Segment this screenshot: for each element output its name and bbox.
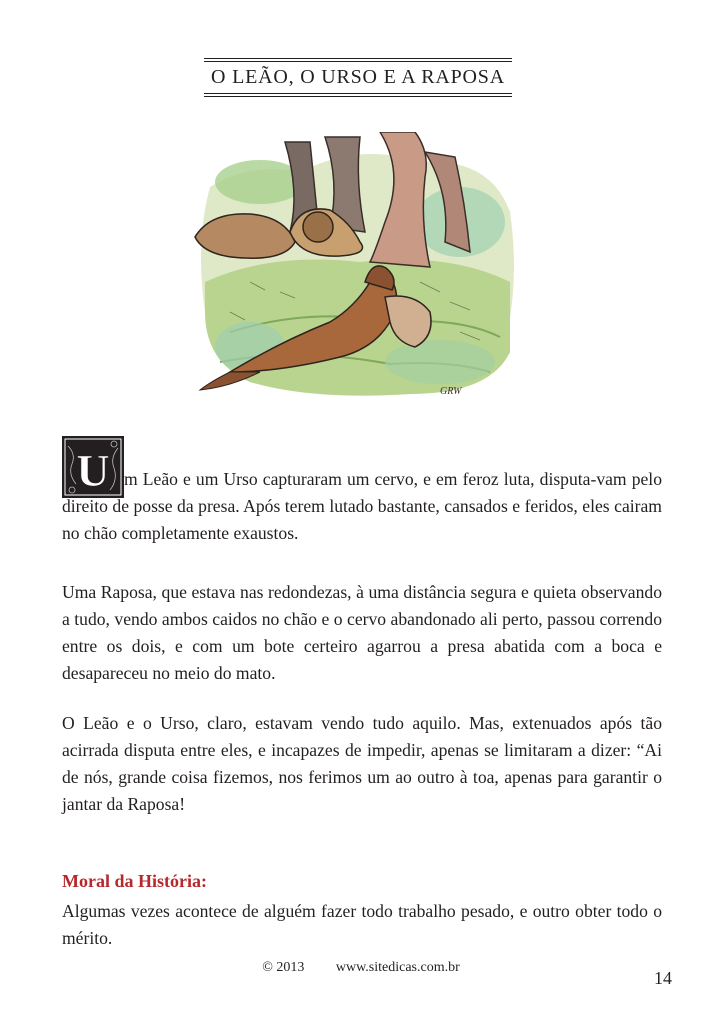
title-rule-bottom-thin — [204, 96, 512, 97]
footer — [0, 960, 722, 976]
moral-title: Moral da História: — [62, 871, 207, 891]
footer-copyright: © 2013 — [262, 960, 305, 975]
title-rule-bottom — [204, 93, 512, 94]
page-title: O LEÃO, O URSO E A RAPOSA — [211, 66, 505, 88]
paragraph-3: O Leão e o Urso, claro, estavam vendo tudo aquilo. Mas, extenuados após tão acirrada disputa entre eles, e incapazes de impedir, apenas se limitaram a dizer: “Ai de nós, grande coisa fizemos, nos ferimos um ao outro à toa, apenas para garantir o jantar da Raposa! — [62, 713, 662, 814]
footer-site: www.sitedicas.com.br — [335, 960, 460, 975]
title-rule-top — [204, 58, 512, 59]
page-number: 14 — [654, 968, 672, 988]
lion-bear-fox-illustration — [190, 132, 520, 400]
title-block — [204, 58, 512, 97]
svg-text:U: U — [76, 445, 110, 496]
paragraph-2: Uma Raposa, que estava nas redondezas, à uma distância segura e quieta observando a tudo, vendo ambos caidos no chão e o cervo abandonado ali perto, passou correndo entre os dois, e com um bote certeiro agarrou a presa abatida com a boca e desapareceu no meio do mato. — [62, 582, 662, 683]
moral-text: Algumas vezes acontece de alguém fazer todo trabalho pesado, e outro obter todo o mérito. — [62, 901, 662, 948]
svg-text:GRW: GRW — [440, 386, 462, 397]
paragraph-1: m Leão e um Urso capturaram um cervo, e em feroz luta, disputa-vam pelo direito de posse da presa. Após terem lutado bastante, cansados e feridos, eles cairam no chão completamente exaustos. — [62, 469, 662, 543]
